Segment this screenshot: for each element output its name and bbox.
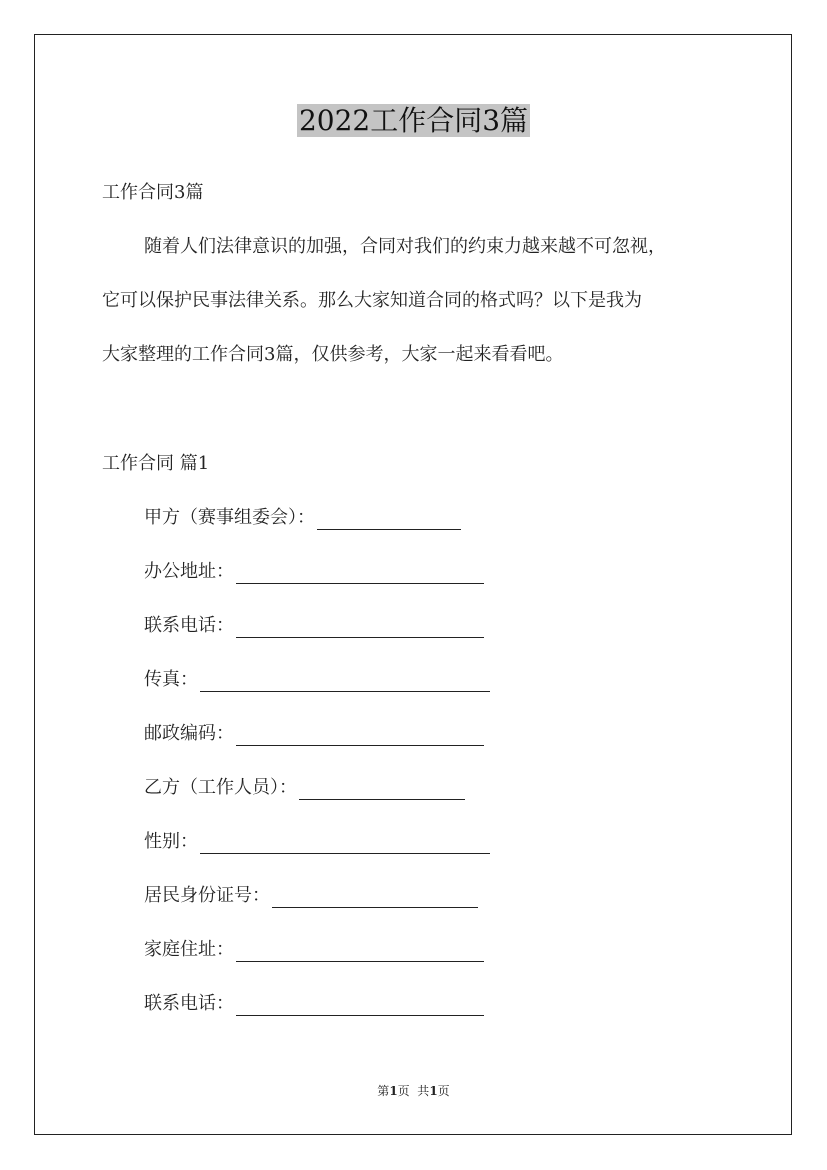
- field-blank[interactable]: [200, 673, 490, 692]
- field-label: 家庭住址：: [144, 939, 234, 960]
- footer-suffix: 页: [437, 1084, 450, 1098]
- field-fax: [144, 668, 490, 692]
- field-label: 甲方（赛事组委会）：: [144, 507, 315, 528]
- field-blank[interactable]: [236, 727, 484, 746]
- field-label: 居民身份证号：: [144, 885, 270, 906]
- field-party-b: [144, 776, 465, 800]
- field-blank[interactable]: [317, 511, 461, 530]
- field-blank[interactable]: [272, 889, 478, 908]
- document-title-wrap: [0, 100, 827, 142]
- footer-total-pages: 1: [429, 1084, 438, 1098]
- intro-line-3: 大家整理的工作合同3篇，仅供参考，大家一起来看看吧。: [102, 344, 564, 365]
- document-title: 2022工作合同3篇: [298, 104, 529, 137]
- field-label: 邮政编码：: [144, 723, 234, 744]
- field-phone-b: [144, 992, 484, 1016]
- footer-mid: 页 共: [397, 1084, 430, 1098]
- document-subtitle: 工作合同3篇: [102, 182, 204, 203]
- field-party-a: [144, 506, 461, 530]
- field-office-address: [144, 560, 484, 584]
- field-blank[interactable]: [236, 943, 484, 962]
- field-label: 乙方（工作人员）：: [144, 777, 297, 798]
- field-label: 办公地址：: [144, 561, 234, 582]
- intro-line-1: 随着人们法律意识的加强，合同对我们的约束力越来越不可忽视，: [144, 236, 666, 257]
- field-label: 联系电话：: [144, 993, 234, 1014]
- page-footer: [0, 1083, 827, 1099]
- section-heading: 工作合同 篇1: [102, 453, 210, 474]
- footer-page-number: 1: [389, 1084, 398, 1098]
- field-blank[interactable]: [236, 565, 484, 584]
- footer-prefix: 第: [377, 1084, 390, 1098]
- field-blank[interactable]: [236, 619, 484, 638]
- field-label: 联系电话：: [144, 615, 234, 636]
- field-blank[interactable]: [200, 835, 490, 854]
- field-phone-a: [144, 614, 484, 638]
- field-gender: [144, 830, 490, 854]
- field-home-address: [144, 938, 484, 962]
- field-blank[interactable]: [299, 781, 465, 800]
- field-label: 传真：: [144, 669, 198, 690]
- field-label: 性别：: [144, 831, 198, 852]
- field-id-number: [144, 884, 478, 908]
- field-postal-code: [144, 722, 484, 746]
- field-blank[interactable]: [236, 997, 484, 1016]
- intro-line-2: 它可以保护民事法律关系。那么大家知道合同的格式吗？以下是我为: [102, 290, 642, 311]
